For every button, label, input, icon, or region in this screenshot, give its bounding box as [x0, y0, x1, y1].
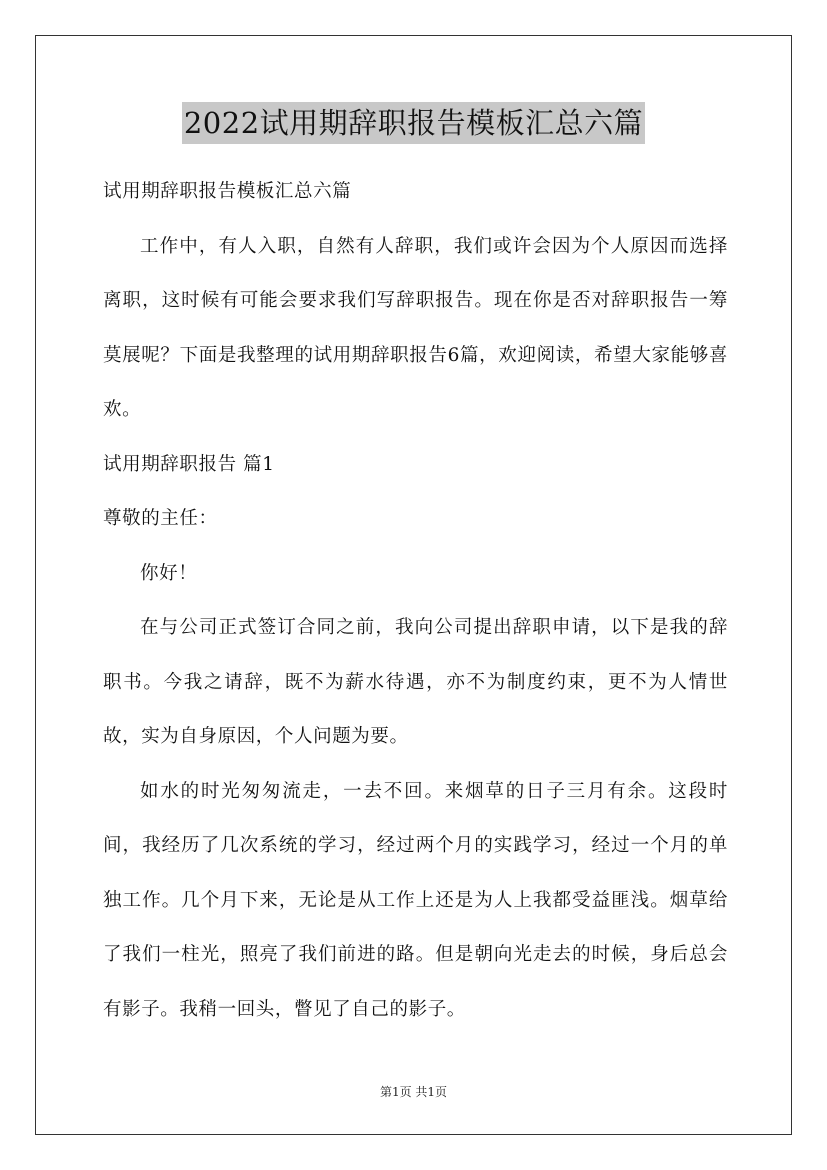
salutation: 尊敬的主任：: [103, 508, 218, 529]
document-title: 2022试用期辞职报告模板汇总六篇: [182, 102, 645, 144]
body-paragraph: 在与公司正式签订合同之前，我向公司提出辞职申请，以下是我的辞职书。今我之请辞，既不为薪水待遇，亦不为制度约束，更不为人情世故，实为自身原因，个人问题为要。: [103, 617, 728, 747]
intro-paragraph: 工作中，有人入职，自然有人辞职，我们或许会因为个人原因而选择离职，这时候有可能会要求我们写辞职报告。现在你是否对辞职报告一筹莫展呢？下面是我整理的试用期辞职报告6篇，欢迎阅读，希望大家能够喜欢。: [103, 235, 728, 420]
page-footer: 第1页 共1页: [379, 1085, 448, 1099]
section-heading: 试用期辞职报告 篇1: [103, 453, 275, 475]
body-paragraph: 如水的时光匆匆流走，一去不回。来烟草的日子三月有余。这段时间，我经历了几次系统的学习，经过两个月的实践学习，经过一个月的单独工作。几个月下来，无论是从工作上还是为人上我都受益匪浅。烟草给了我们一柱光，照亮了我们前进的路。但是朝向光走去的时候，身后总会有影子。我稍一回头，瞥见了自己的影子。: [103, 780, 728, 1020]
subtitle-paragraph: 试用期辞职报告模板汇总六篇: [103, 181, 352, 202]
document-body: [103, 165, 728, 1037]
greeting: 你好！: [140, 562, 198, 584]
title-container: [0, 102, 827, 144]
